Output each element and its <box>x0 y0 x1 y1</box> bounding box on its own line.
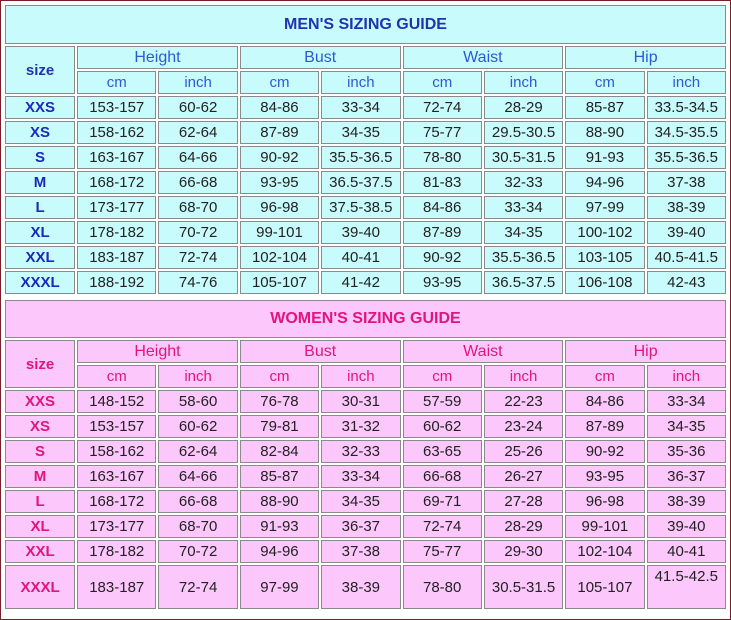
size-label: M <box>5 171 75 194</box>
table-row <box>5 121 726 144</box>
men-sizing-table <box>3 3 728 296</box>
size-label: L <box>5 196 75 219</box>
table-cell: 36-37 <box>321 515 400 538</box>
table-cell: 79-81 <box>240 415 319 438</box>
table-cell: 84-86 <box>565 390 644 413</box>
table-cell: 34.5-35.5 <box>647 121 726 144</box>
table-cell: 96-98 <box>240 196 319 219</box>
men-group-hip: Hip <box>565 46 726 69</box>
table-cell: 58-60 <box>158 390 237 413</box>
table-cell: 148-152 <box>77 390 156 413</box>
table-cell: 97-99 <box>565 196 644 219</box>
men-unit-header: inch <box>321 71 400 94</box>
size-label: S <box>5 146 75 169</box>
table-cell: 38-39 <box>647 196 726 219</box>
women-group-waist: Waist <box>403 340 564 363</box>
table-cell: 87-89 <box>240 121 319 144</box>
table-cell: 87-89 <box>403 221 482 244</box>
men-unit-header: cm <box>403 71 482 94</box>
men-size-header: size <box>5 46 75 94</box>
table-cell: 41.5-42.5 <box>647 565 726 609</box>
table-cell: 37.5-38.5 <box>321 196 400 219</box>
table-cell: 33-34 <box>321 465 400 488</box>
size-label: XL <box>5 221 75 244</box>
table-cell: 34-35 <box>647 415 726 438</box>
table-cell: 91-93 <box>240 515 319 538</box>
table-cell: 183-187 <box>77 565 156 609</box>
women-unit-header: cm <box>403 365 482 388</box>
table-cell: 93-95 <box>403 271 482 294</box>
table-cell: 88-90 <box>240 490 319 513</box>
table-cell: 88-90 <box>565 121 644 144</box>
table-row <box>5 465 726 488</box>
table-cell: 93-95 <box>565 465 644 488</box>
table-cell: 163-167 <box>77 465 156 488</box>
women-unit-header: inch <box>321 365 400 388</box>
table-cell: 90-92 <box>240 146 319 169</box>
women-group-bust: Bust <box>240 340 401 363</box>
table-cell: 78-80 <box>403 565 482 609</box>
table-cell: 105-107 <box>240 271 319 294</box>
women-group-hip: Hip <box>565 340 726 363</box>
table-cell: 28-29 <box>484 515 563 538</box>
table-cell: 90-92 <box>565 440 644 463</box>
table-cell: 75-77 <box>403 121 482 144</box>
table-cell: 37-38 <box>321 540 400 563</box>
table-cell: 37-38 <box>647 171 726 194</box>
table-row <box>5 415 726 438</box>
table-cell: 99-101 <box>240 221 319 244</box>
women-unit-header: inch <box>647 365 726 388</box>
table-cell: 36.5-37.5 <box>484 271 563 294</box>
table-cell: 70-72 <box>158 221 237 244</box>
table-cell: 23-24 <box>484 415 563 438</box>
table-cell: 94-96 <box>565 171 644 194</box>
table-cell: 72-74 <box>158 565 237 609</box>
table-cell: 93-95 <box>240 171 319 194</box>
size-label: XS <box>5 415 75 438</box>
table-cell: 74-76 <box>158 271 237 294</box>
men-group-bust: Bust <box>240 46 401 69</box>
table-cell: 66-68 <box>403 465 482 488</box>
table-cell: 158-162 <box>77 440 156 463</box>
table-cell: 38-39 <box>647 490 726 513</box>
men-unit-header: cm <box>240 71 319 94</box>
table-cell: 35.5-36.5 <box>321 146 400 169</box>
table-cell: 34-35 <box>321 490 400 513</box>
table-cell: 69-71 <box>403 490 482 513</box>
table-row <box>5 515 726 538</box>
table-cell: 178-182 <box>77 221 156 244</box>
table-row <box>5 540 726 563</box>
table-cell: 36-37 <box>647 465 726 488</box>
table-cell: 28-29 <box>484 96 563 119</box>
men-unit-header: inch <box>647 71 726 94</box>
size-label: L <box>5 490 75 513</box>
table-cell: 41-42 <box>321 271 400 294</box>
table-row <box>5 271 726 294</box>
table-cell: 66-68 <box>158 171 237 194</box>
table-cell: 32-33 <box>484 171 563 194</box>
table-cell: 27-28 <box>484 490 563 513</box>
table-cell: 85-87 <box>240 465 319 488</box>
table-cell: 22-23 <box>484 390 563 413</box>
table-cell: 94-96 <box>240 540 319 563</box>
women-size-header: size <box>5 340 75 388</box>
table-cell: 99-101 <box>565 515 644 538</box>
table-cell: 103-105 <box>565 246 644 269</box>
men-unit-header: inch <box>484 71 563 94</box>
table-cell: 26-27 <box>484 465 563 488</box>
women-unit-header: cm <box>77 365 156 388</box>
table-cell: 85-87 <box>565 96 644 119</box>
table-cell: 35.5-36.5 <box>484 246 563 269</box>
table-cell: 40-41 <box>321 246 400 269</box>
table-cell: 168-172 <box>77 490 156 513</box>
table-cell: 39-40 <box>321 221 400 244</box>
table-cell: 32-33 <box>321 440 400 463</box>
size-label: XXL <box>5 246 75 269</box>
table-cell: 82-84 <box>240 440 319 463</box>
women-unit-header: inch <box>484 365 563 388</box>
table-cell: 33-34 <box>647 390 726 413</box>
men-group-waist: Waist <box>403 46 564 69</box>
table-cell: 62-64 <box>158 440 237 463</box>
size-label: S <box>5 440 75 463</box>
table-cell: 30-31 <box>321 390 400 413</box>
table-cell: 173-177 <box>77 196 156 219</box>
table-cell: 38-39 <box>321 565 400 609</box>
table-cell: 62-64 <box>158 121 237 144</box>
size-label: XL <box>5 515 75 538</box>
table-cell: 97-99 <box>240 565 319 609</box>
table-cell: 40-41 <box>647 540 726 563</box>
table-row <box>5 196 726 219</box>
table-cell: 34-35 <box>484 221 563 244</box>
size-label: XXS <box>5 390 75 413</box>
women-unit-header: cm <box>565 365 644 388</box>
table-cell: 72-74 <box>158 246 237 269</box>
table-row <box>5 490 726 513</box>
size-label: XXL <box>5 540 75 563</box>
table-cell: 84-86 <box>403 196 482 219</box>
table-row <box>5 390 726 413</box>
table-cell: 153-157 <box>77 415 156 438</box>
table-row <box>5 565 726 609</box>
women-unit-header: cm <box>240 365 319 388</box>
table-cell: 68-70 <box>158 196 237 219</box>
table-cell: 96-98 <box>565 490 644 513</box>
table-cell: 63-65 <box>403 440 482 463</box>
men-title: MEN'S SIZING GUIDE <box>5 5 726 44</box>
men-unit-header: cm <box>77 71 156 94</box>
women-unit-header: inch <box>158 365 237 388</box>
table-cell: 60-62 <box>403 415 482 438</box>
table-cell: 168-172 <box>77 171 156 194</box>
table-cell: 33.5-34.5 <box>647 96 726 119</box>
table-row <box>5 246 726 269</box>
size-label: XXXL <box>5 565 75 609</box>
table-cell: 30.5-31.5 <box>484 146 563 169</box>
table-cell: 40.5-41.5 <box>647 246 726 269</box>
men-group-height: Height <box>77 46 238 69</box>
table-cell: 33-34 <box>321 96 400 119</box>
table-cell: 72-74 <box>403 515 482 538</box>
table-cell: 33-34 <box>484 196 563 219</box>
table-cell: 183-187 <box>77 246 156 269</box>
table-cell: 102-104 <box>565 540 644 563</box>
table-row <box>5 171 726 194</box>
table-cell: 34-35 <box>321 121 400 144</box>
table-cell: 106-108 <box>565 271 644 294</box>
table-cell: 35-36 <box>647 440 726 463</box>
table-cell: 39-40 <box>647 515 726 538</box>
table-cell: 64-66 <box>158 146 237 169</box>
table-cell: 68-70 <box>158 515 237 538</box>
table-cell: 84-86 <box>240 96 319 119</box>
table-cell: 30.5-31.5 <box>484 565 563 609</box>
table-cell: 102-104 <box>240 246 319 269</box>
women-title: WOMEN'S SIZING GUIDE <box>5 300 726 338</box>
table-cell: 42-43 <box>647 271 726 294</box>
table-cell: 100-102 <box>565 221 644 244</box>
table-cell: 81-83 <box>403 171 482 194</box>
table-cell: 163-167 <box>77 146 156 169</box>
table-cell: 78-80 <box>403 146 482 169</box>
size-label: XXS <box>5 96 75 119</box>
table-cell: 178-182 <box>77 540 156 563</box>
women-group-height: Height <box>77 340 238 363</box>
table-cell: 66-68 <box>158 490 237 513</box>
table-cell: 29-30 <box>484 540 563 563</box>
table-cell: 57-59 <box>403 390 482 413</box>
table-cell: 188-192 <box>77 271 156 294</box>
size-label: M <box>5 465 75 488</box>
table-cell: 60-62 <box>158 415 237 438</box>
table-cell: 90-92 <box>403 246 482 269</box>
table-cell: 39-40 <box>647 221 726 244</box>
table-cell: 153-157 <box>77 96 156 119</box>
table-cell: 76-78 <box>240 390 319 413</box>
table-cell: 60-62 <box>158 96 237 119</box>
men-unit-header: cm <box>565 71 644 94</box>
table-cell: 64-66 <box>158 465 237 488</box>
size-label: XXXL <box>5 271 75 294</box>
table-row <box>5 146 726 169</box>
table-cell: 158-162 <box>77 121 156 144</box>
table-row <box>5 221 726 244</box>
table-cell: 36.5-37.5 <box>321 171 400 194</box>
table-cell: 31-32 <box>321 415 400 438</box>
table-cell: 72-74 <box>403 96 482 119</box>
table-cell: 70-72 <box>158 540 237 563</box>
table-cell: 173-177 <box>77 515 156 538</box>
table-cell: 29.5-30.5 <box>484 121 563 144</box>
size-label: XS <box>5 121 75 144</box>
men-unit-header: inch <box>158 71 237 94</box>
table-cell: 87-89 <box>565 415 644 438</box>
women-sizing-table <box>3 298 728 611</box>
table-cell: 75-77 <box>403 540 482 563</box>
table-cell: 91-93 <box>565 146 644 169</box>
table-cell: 25-26 <box>484 440 563 463</box>
table-cell: 35.5-36.5 <box>647 146 726 169</box>
table-row <box>5 440 726 463</box>
table-row <box>5 96 726 119</box>
table-cell: 105-107 <box>565 565 644 609</box>
